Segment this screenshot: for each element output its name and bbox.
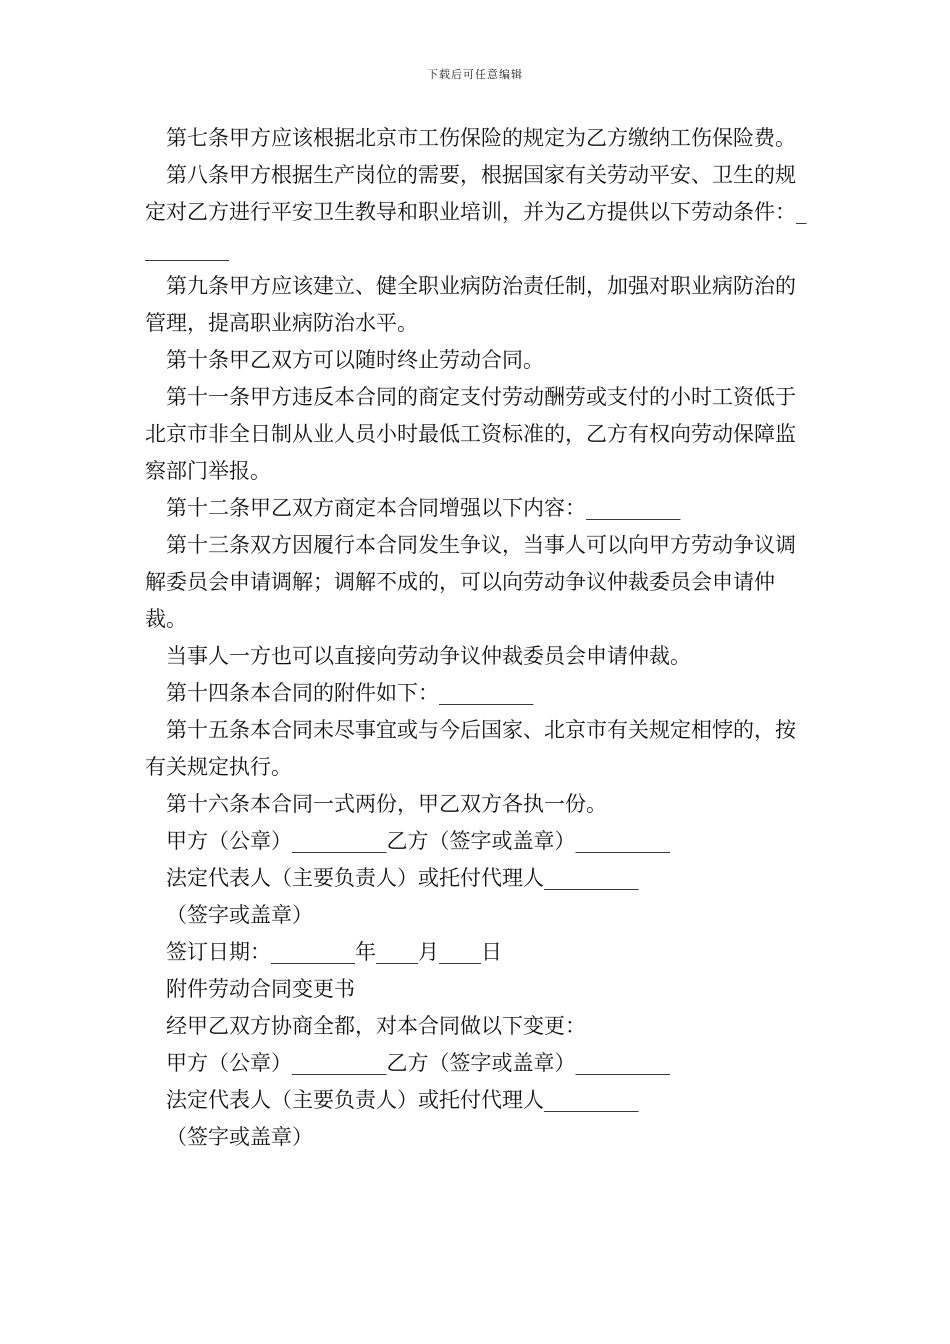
appendix-legal-representative-line: 法定代表人（主要负责人）或托付代理人_________ [166,1088,639,1112]
article-7: 第七条甲方应该根据北京市工伤保险的规定为乙方缴纳工伤保险费。 [166,126,796,150]
appendix-intro: 经甲乙双方协商全都，对本合同做以下变更： [166,1014,586,1038]
appendix-sign-or-seal-note: （签字或盖章） [166,1125,313,1149]
page-header: 下载后可任意编辑 [427,68,523,81]
article-16: 第十六条本合同一式两份，甲乙双方各执一份。 [166,792,607,816]
appendix-title: 附件劳动合同变更书 [166,977,355,1001]
signing-date-line: 签订日期：________年____月____日 [166,940,502,964]
appendix-signature-party-line: 甲方（公章）_________乙方（签字或盖章）_________ [166,1051,670,1075]
article-9: 第九条甲方应该建立、健全职业病防治责任制，加强对职业病防治的管理，提高职业病防治水平。 [145,274,796,335]
article-13: 第十三条双方因履行本合同发生争议，当事人可以向甲方劳动争议调解委员会申请调解；调解不成的，可以向劳动争议仲裁委员会申请仲裁。 [145,533,796,631]
legal-representative-line: 法定代表人（主要负责人）或托付代理人_________ [166,866,639,890]
signature-party-line: 甲方（公章）_________乙方（签字或盖章）_________ [166,829,670,853]
sign-or-seal-note: （签字或盖章） [166,903,313,927]
article-11: 第十一条甲方违反本合同的商定支付劳动酬劳或支付的小时工资低于北京市非全日制从业人员小时最低工资标准的，乙方有权向劳动保障监察部门举报。 [145,385,796,483]
article-12: 第十二条甲乙双方商定本合同增强以下内容：_________ [166,496,681,520]
article-14: 第十四条本合同的附件如下：_________ [166,681,534,705]
article-15: 第十五条本合同未尽事宜或与今后国家、北京市有关规定相悖的，按有关规定执行。 [145,718,796,779]
document-body [145,120,815,1156]
article-8: 第八条甲方根据生产岗位的需要，根据国家有关劳动平安、卫生的规定对乙方进行平安卫生教导和职业培训，并为乙方提供以下劳动条件：_________ [145,163,807,261]
article-10: 第十条甲乙双方可以随时终止劳动合同。 [166,348,544,372]
article-13-note: 当事人一方也可以直接向劳动争议仲裁委员会申请仲裁。 [166,644,691,668]
